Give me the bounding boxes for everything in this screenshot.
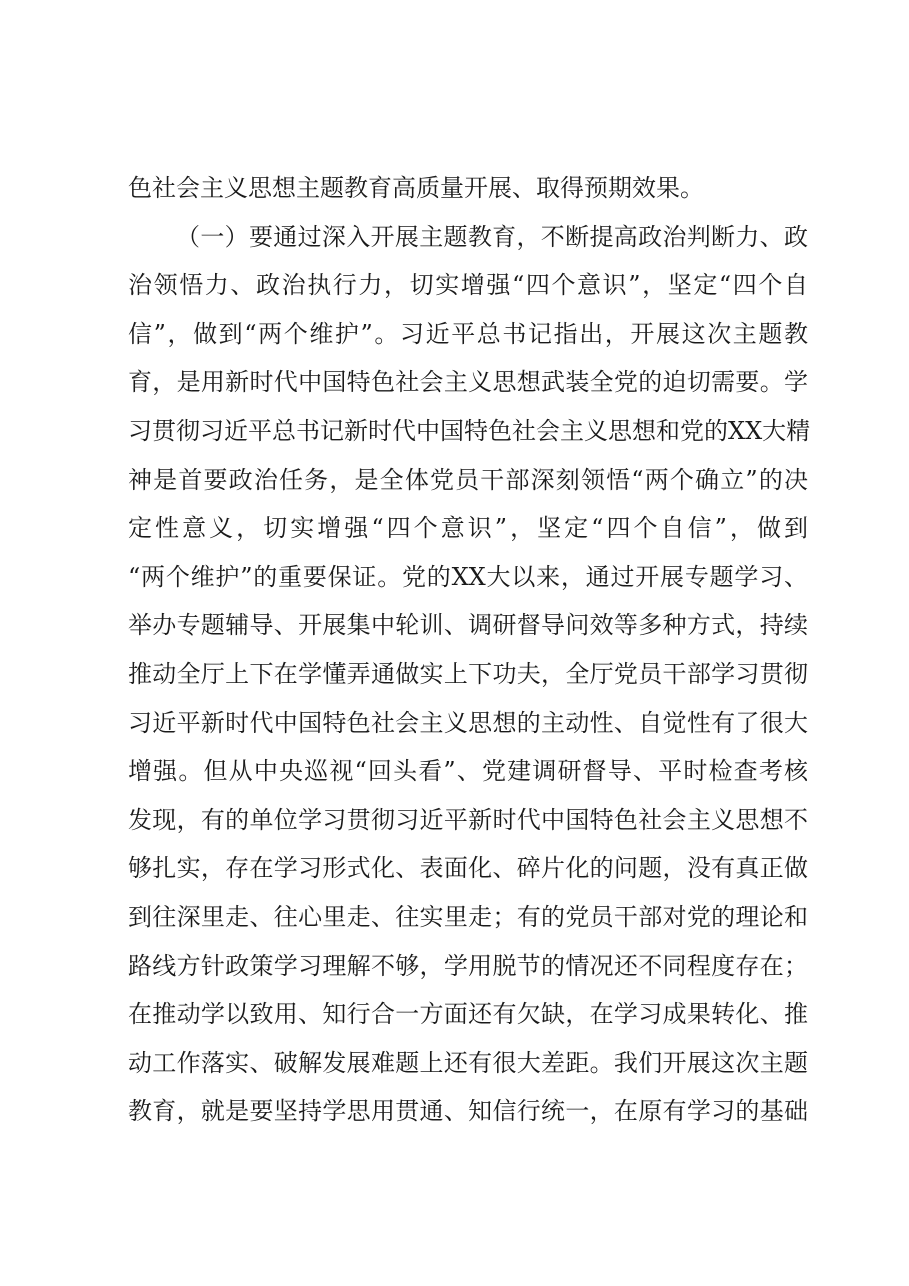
text-line: 育，是用新时代中国特色社会主义思想武装全党的迫切需要。学 <box>128 368 808 397</box>
text-line: 习贯彻习近平总书记新时代中国特色社会主义思想和党的XX大精 <box>128 416 811 445</box>
text-line: 动工作落实、破解发展难题上还有很大差距。我们开展这次主题 <box>128 1048 808 1077</box>
text-line: 定性意义，切实增强“四个意识”，坚定“四个自信”，做到 <box>128 514 808 543</box>
text-line: 治领悟力、政治执行力，切实增强“四个意识”，坚定“四个自 <box>128 271 808 300</box>
text-line: 神是首要政治任务，是全体党员干部深刻领悟“两个确立”的决 <box>128 465 808 494</box>
section-heading-line: （一）要通过深入开展主题教育，不断提高政治判断力、政 <box>176 222 808 251</box>
text-line: 够扎实，存在学习形式化、表面化、碎片化的问题，没有真正做 <box>128 854 808 883</box>
text-line: 增强。但从中央巡视“回头看”、党建调研督导、平时检查考核 <box>128 757 808 786</box>
text-line: 推动全厅上下在学懂弄通做实上下功夫，全厅党员干部学习贯彻 <box>128 659 808 688</box>
text-line: 教育，就是要坚持学思用贯通、知信行统一，在原有学习的基础 <box>128 1097 808 1126</box>
text-line: 在推动学以致用、知行合一方面还有欠缺，在学习成果转化、推 <box>128 1000 808 1029</box>
body-text <box>128 164 811 1136</box>
text-line: 信”，做到“两个维护”。习近平总书记指出，开展这次主题教 <box>128 319 808 348</box>
text-line: 习近平新时代中国特色社会主义思想的主动性、自觉性有了很大 <box>128 708 808 737</box>
text-line: 路线方针政策学习理解不够，学用脱节的情况还不同程度存在； <box>128 951 808 980</box>
text-line: “两个维护”的重要保证。党的XX大以来，通过开展专题学习、 <box>128 562 808 591</box>
text-line: 举办专题辅导、开展集中轮训、调研督导问效等多种方式，持续 <box>128 611 808 640</box>
text-line: 发现，有的单位学习贯彻习近平新时代中国特色社会主义思想不 <box>128 805 808 834</box>
text-line: 色社会主义思想主题教育高质量开展、取得预期效果。 <box>128 174 704 202</box>
text-line: 到往深里走、往心里走、往实里走；有的党员干部对党的理论和 <box>128 902 808 931</box>
